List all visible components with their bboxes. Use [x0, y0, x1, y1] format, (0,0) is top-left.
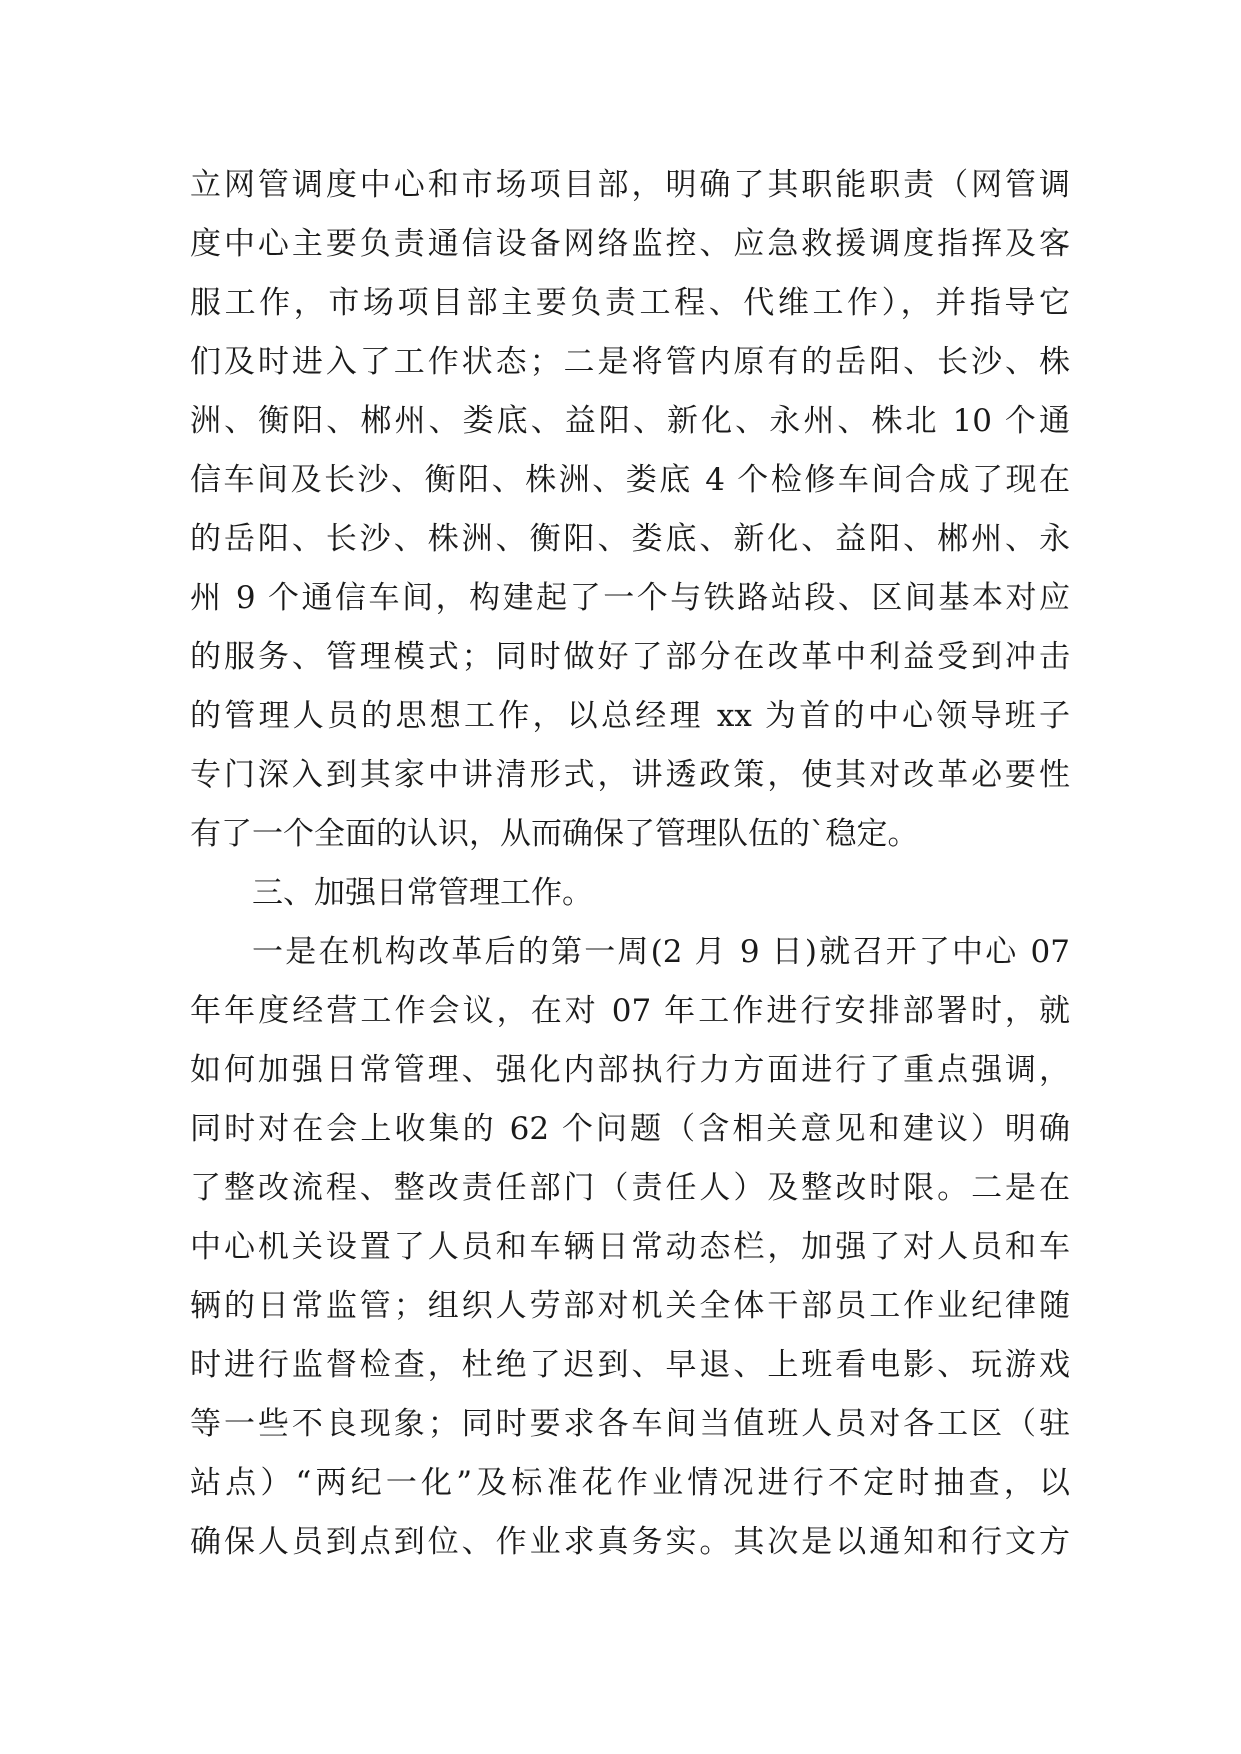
text-line: 们及时进入了工作状态；二是将管内原有的岳阳、长沙、株: [190, 344, 1070, 380]
text-line: 中心机关设置了人员和车辆日常动态栏，加强了对人员和车: [190, 1229, 1070, 1265]
text-line: 的岳阳、长沙、株洲、衡阳、娄底、新化、益阳、郴州、永: [190, 521, 1070, 557]
text-line: 信车间及长沙、衡阳、株洲、娄底 4 个检修车间合成了现在: [190, 462, 1070, 498]
text-line: 度中心主要负责通信设备网络监控、应急救援调度指挥及客: [190, 226, 1070, 262]
text-line: 如何加强日常管理、强化内部执行力方面进行了重点强调，: [190, 1052, 1070, 1088]
text-line: 时进行监督检查，杜绝了迟到、早退、上班看电影、玩游戏: [190, 1347, 1070, 1383]
text-line: 等一些不良现象；同时要求各车间当值班人员对各工区（驻: [190, 1406, 1070, 1442]
text-line: 的服务、管理模式；同时做好了部分在改革中利益受到冲击: [190, 639, 1070, 675]
text-line: 的管理人员的思想工作，以总经理 xx 为首的中心领导班子: [190, 698, 1070, 734]
text-line: 专门深入到其家中讲清形式，讲透政策，使其对改革必要性: [190, 757, 1070, 793]
text-line: 了整改流程、整改责任部门（责任人）及整改时限。二是在: [190, 1170, 1070, 1206]
text-line: 同时对在会上收集的 62 个问题（含相关意见和建议）明确: [190, 1111, 1070, 1147]
section-heading: 三、加强日常管理工作。: [252, 875, 593, 911]
text-line: 辆的日常监管；组织人劳部对机关全体干部员工作业纪律随: [190, 1288, 1070, 1324]
text-line: 服工作，市场项目部主要负责工程、代维工作），并指导它: [190, 285, 1070, 321]
document-body: [190, 156, 1070, 1572]
text-line: 洲、衡阳、郴州、娄底、益阳、新化、永州、株北 10 个通: [190, 403, 1070, 439]
text-line: 年年度经营工作会议，在对 07 年工作进行安排部署时，就: [190, 993, 1070, 1029]
text-line: 一是在机构改革后的第一周(2 月 9 日)就召开了中心 07: [252, 934, 1070, 970]
text-line: 有了一个全面的认识，从而确保了管理队伍的`稳定。: [190, 816, 919, 852]
text-line: 确保人员到点到位、作业求真务实。其次是以通知和行文方: [190, 1524, 1070, 1560]
text-line: 州 9 个通信车间，构建起了一个与铁路站段、区间基本对应: [190, 580, 1070, 616]
text-line: 立网管调度中心和市场项目部，明确了其职能职责（网管调: [190, 167, 1070, 203]
text-line: 站点）“两纪一化”及标准花作业情况进行不定时抽查，以: [190, 1465, 1070, 1501]
